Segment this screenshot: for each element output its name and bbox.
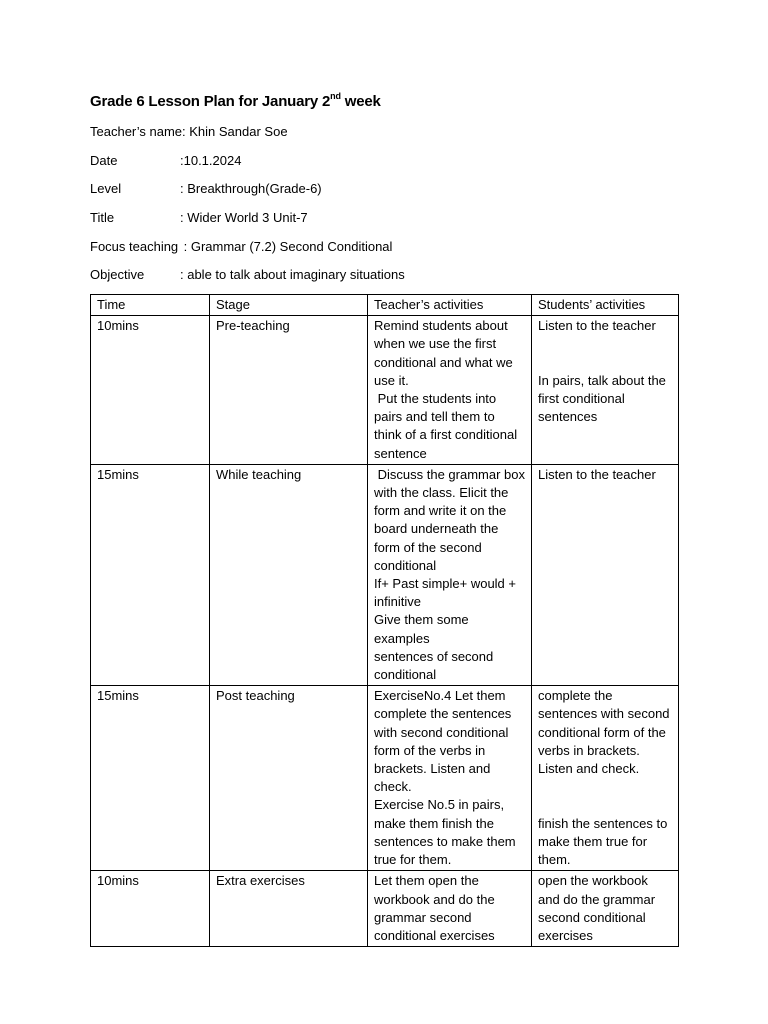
- teacher-activity-line: sentences of second: [374, 648, 494, 664]
- student-activity-line: and do the grammar: [538, 891, 656, 907]
- teacher-activity-line: workbook and do the: [374, 891, 495, 907]
- document-title: [90, 92, 381, 110]
- teacher-activity-line: conditional and what we: [374, 354, 513, 370]
- table-header-row: [91, 295, 679, 316]
- table-body: [91, 316, 679, 947]
- teacher-activity-line: sentences to make them: [374, 833, 516, 849]
- date-row: [90, 153, 241, 169]
- teacher-activity-line: Discuss the grammar box: [374, 466, 526, 482]
- teacher-activity-line: sentence: [374, 445, 427, 461]
- cell-time: 15mins: [91, 686, 210, 871]
- student-activity-line: complete the: [538, 688, 613, 704]
- student-activity-line: make them true for: [538, 833, 648, 849]
- date-label: Date: [90, 153, 118, 168]
- teacher-name-value: Khin Sandar Soe: [185, 124, 288, 139]
- teacher-activity-line: with the class. Elicit the: [374, 485, 509, 501]
- cell-students-activities: [532, 871, 679, 947]
- cell-teacher-activities: [368, 871, 532, 947]
- teacher-name-label: Teacher’s name:: [90, 124, 186, 139]
- student-activity-line: Listen and check.: [538, 761, 640, 777]
- teacher-activity-line: If+ Past simple+ would +: [374, 576, 516, 592]
- objective-row: [90, 267, 405, 283]
- teacher-activity-line: Put the students into: [374, 391, 497, 407]
- cell-time: 10mins: [91, 871, 210, 947]
- objective-label: Objective: [90, 267, 145, 282]
- student-activity-line: conditional form of the: [538, 724, 666, 740]
- cell-students-activities: [532, 686, 679, 871]
- lesson-plan-table: [90, 294, 679, 947]
- teacher-activity-line: board underneath the: [374, 521, 499, 537]
- cell-students-activities: [532, 316, 679, 465]
- blank-line: [538, 796, 672, 814]
- level-value: : Breakthrough(Grade-6): [180, 181, 322, 196]
- student-activity-line: finish the sentences to: [538, 815, 668, 831]
- cell-stage: While teaching: [210, 464, 368, 685]
- blank-line: [538, 354, 672, 372]
- cell-time: 10mins: [91, 316, 210, 465]
- focus-teaching-value: : Grammar (7.2) Second Conditional: [180, 239, 393, 254]
- teacher-activity-line: conditional exercises: [374, 927, 495, 943]
- table-row: [91, 871, 679, 947]
- teacher-activity-line: with second conditional: [374, 724, 509, 740]
- header-time: Time: [91, 295, 210, 316]
- student-activity-line: sentences: [538, 409, 598, 425]
- teacher-activity-line: make them finish the: [374, 815, 494, 831]
- header-stage: Stage: [210, 295, 368, 316]
- cell-stage: Extra exercises: [210, 871, 368, 947]
- student-activity-line: sentences with second: [538, 706, 670, 722]
- student-activity-line: them.: [538, 852, 571, 868]
- student-activity-line: Listen to the teacher: [538, 318, 656, 334]
- teacher-activity-line: form of the verbs in: [374, 742, 486, 758]
- title-value: : Wider World 3 Unit-7: [180, 210, 308, 225]
- cell-students-activities: [532, 464, 679, 685]
- blank-line: [538, 335, 672, 353]
- teacher-activity-line: use it.: [374, 372, 409, 388]
- teacher-activity-line: ExerciseNo.4 Let them: [374, 688, 506, 704]
- teacher-activity-line: think of a first conditional: [374, 427, 518, 443]
- student-activity-line: exercises: [538, 927, 593, 943]
- teacher-activity-line: complete the sentences: [374, 706, 512, 722]
- teacher-activity-line: when we use the first: [374, 336, 497, 352]
- date-value: :10.1.2024: [180, 153, 242, 168]
- teacher-activity-line: Remind students about: [374, 318, 508, 334]
- level-row: [90, 181, 322, 197]
- teacher-activity-line: Let them open the: [374, 873, 479, 889]
- cell-time: 15mins: [91, 464, 210, 685]
- teacher-activity-line: infinitive: [374, 594, 421, 610]
- teacher-activity-line: check.: [374, 779, 412, 795]
- cell-stage: Pre-teaching: [210, 316, 368, 465]
- focus-teaching-row: [90, 239, 392, 255]
- student-activity-line: open the workbook: [538, 873, 648, 889]
- title-end-text: week: [340, 93, 381, 110]
- objective-value: : able to talk about imaginary situations: [180, 267, 405, 282]
- cell-teacher-activities: [368, 686, 532, 871]
- teacher-activity-line: Exercise No.5 in pairs,: [374, 797, 505, 813]
- cell-teacher-activities: [368, 316, 532, 465]
- teacher-activity-line: grammar second: [374, 909, 472, 925]
- table-row: [91, 686, 679, 871]
- title-superscript: nd: [330, 91, 341, 101]
- title-row: [90, 210, 308, 226]
- table-row: [91, 464, 679, 685]
- teacher-activity-line: conditional: [374, 667, 437, 683]
- teacher-activity-line: conditional: [374, 557, 437, 573]
- teacher-activity-line: true for them.: [374, 852, 452, 868]
- student-activity-line: verbs in brackets.: [538, 742, 640, 758]
- level-label: Level: [90, 181, 122, 196]
- teacher-activity-line: form and write it on the: [374, 503, 507, 519]
- teacher-activity-line: pairs and tell them to: [374, 409, 495, 425]
- teacher-activity-line: brackets. Listen and: [374, 761, 491, 777]
- table-row: [91, 316, 679, 465]
- teacher-activity-line: Give them some examples: [374, 612, 473, 646]
- title-text: Grade 6 Lesson Plan for January 2: [90, 93, 331, 110]
- header-students-activities: Students’ activities: [532, 295, 679, 316]
- student-activity-line: first conditional: [538, 390, 625, 406]
- header-teacher-activities: Teacher’s activities: [368, 295, 532, 316]
- teacher-name-row: [90, 124, 288, 140]
- student-activity-line: Listen to the teacher: [538, 466, 656, 482]
- teacher-activity-line: form of the second: [374, 539, 482, 555]
- title-label: Title: [90, 210, 115, 225]
- student-activity-line: In pairs, talk about the: [538, 372, 666, 388]
- cell-teacher-activities: [368, 464, 532, 685]
- student-activity-line: second conditional: [538, 909, 646, 925]
- cell-stage: Post teaching: [210, 686, 368, 871]
- blank-line: [538, 778, 672, 796]
- focus-teaching-label: Focus teaching: [90, 239, 179, 254]
